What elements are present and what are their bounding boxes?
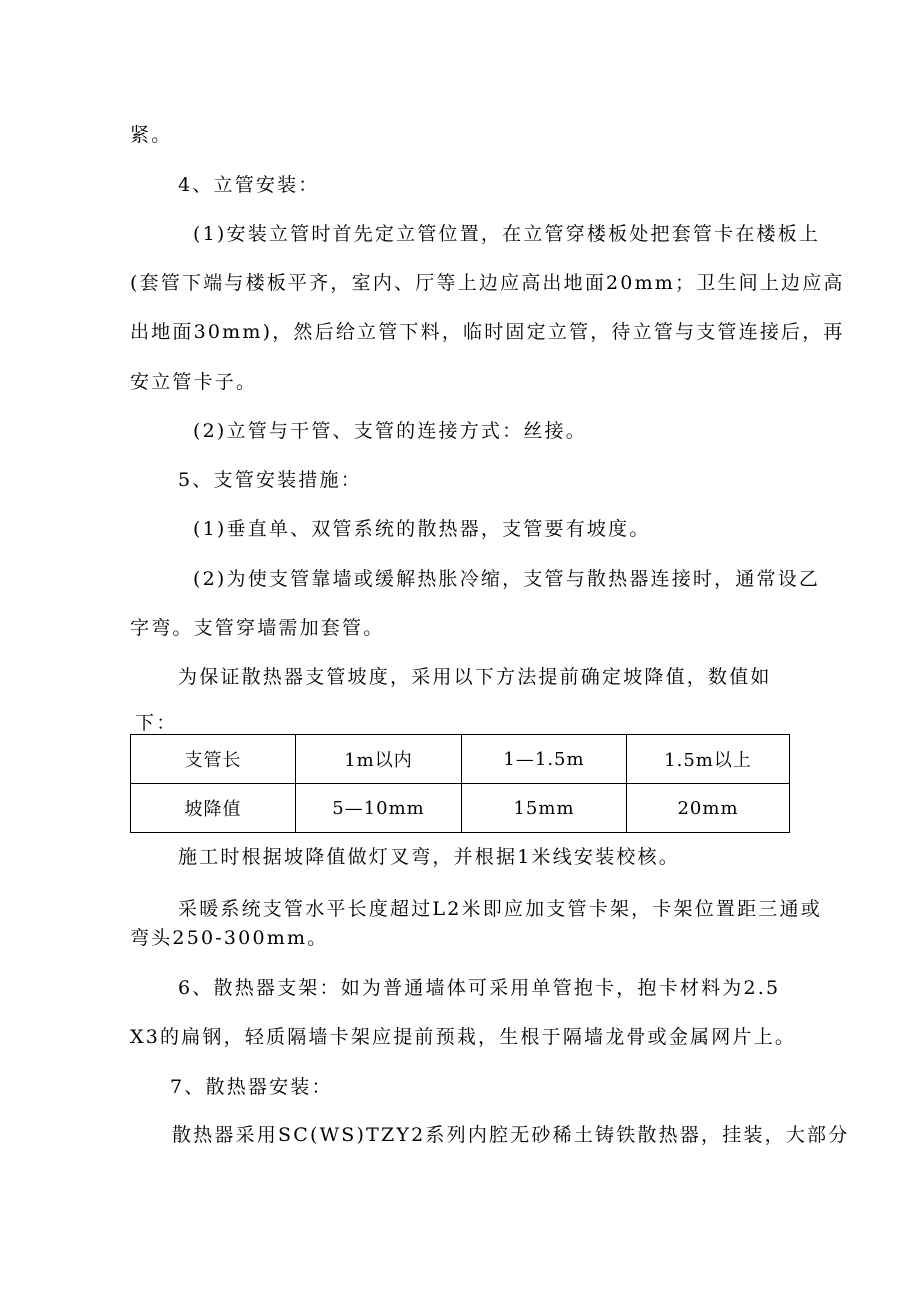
text-line-8: 5、支管安装措施： [178,469,362,491]
text-line-10: (2)为使支管靠墙或缓解热胀冷缩，支管与散热器连接时，通常设乙 [193,568,821,590]
text-line-7: (2)立管与干管、支管的连接方式：丝接。 [193,420,587,442]
text-line-13: 下： [135,712,178,734]
text-line-20: 散热器采用SC(WS)TZY2系列内腔无砂稀土铸铁散热器，挂装，大部分 [172,1124,850,1146]
table-cell: 1—1.5m [462,735,627,784]
text-line-5: 出地面30mm)，然后给立管下料，临时固定立管，待立管与支管连接后，再 [130,321,845,343]
text-line-12: 为保证散热器支管坡度，采用以下方法提前确定坡降值，数值如 [178,666,772,688]
text-line-9: (1)垂直单、双管系统的散热器，支管要有坡度。 [193,518,651,540]
table-cell: 支管长 [131,735,296,784]
table-cell: 坡降值 [131,784,296,833]
table-row [131,784,790,833]
text-line-14: 施工时根据坡降值做灯叉弯，并根据1米线安装校核。 [178,846,680,868]
text-line-3: (1)安装立管时首先定立管位置，在立管穿楼板处把套管卡在楼板上 [193,223,821,245]
text-line-17: 6、散热器支架：如为普通墙体可采用单管抱卡，抱卡材料为2.5 [178,977,781,999]
text-line-18: X3的扁钢，轻质隔墙卡架应提前预栽，生根于隔墙龙骨或金属网片上。 [130,1026,797,1048]
table-cell: 5—10mm [296,784,462,833]
table-cell: 15mm [462,784,627,833]
text-line-6: 安立管卡子。 [130,371,258,393]
text-line-2: 4、立管安装： [178,174,320,196]
text-line-11: 字弯。支管穿墙需加套管。 [130,617,385,639]
slope-table [130,734,790,833]
table-cell: 1m以内 [296,735,462,784]
table-cell: 20mm [627,784,790,833]
text-line-1: 紧。 [130,124,173,146]
table-row [131,735,790,784]
text-line-16: 弯头250-300mm。 [130,927,329,949]
table-cell: 1.5m以上 [627,735,790,784]
text-line-19: 7、散热器安装： [170,1076,333,1098]
text-line-4: (套管下端与楼板平齐，室内、厅等上边应高出地面20mm；卫生间上边应高 [130,272,845,294]
text-line-15: 采暖系统支管水平长度超过L2米即应加支管卡架，卡架位置距三通或 [178,898,822,920]
